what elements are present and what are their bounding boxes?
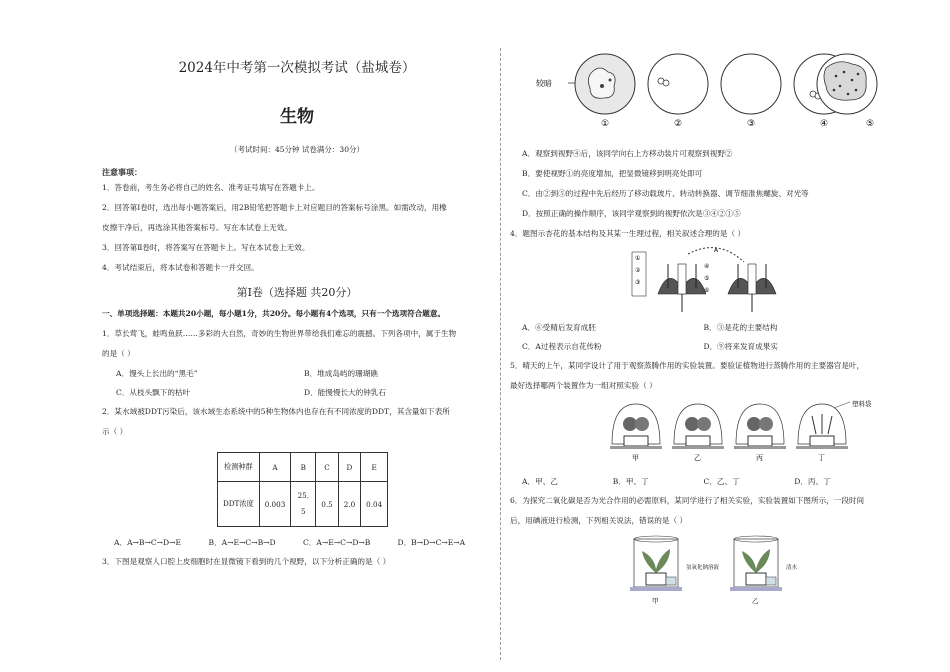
view-number: ⑤ xyxy=(866,119,875,129)
table-header-cell: B xyxy=(291,453,316,482)
view-3 xyxy=(721,54,781,114)
notice-item: 1．答卷前，考生务必将自己的姓名、准考证号填写在答题卡上。 xyxy=(102,183,320,192)
left-column xyxy=(102,50,492,572)
q5-options xyxy=(510,472,885,491)
q1-stem-cont: 的是（ ） xyxy=(102,349,135,358)
setup-yi-water xyxy=(730,536,782,591)
notice-item: 皮擦干净后，再选涂其他答案标号。写在本试卷上无效。 xyxy=(102,223,292,232)
table-header-cell: A xyxy=(259,453,291,482)
q1-option-c: C．从枝头飘下的枯叶 xyxy=(116,388,191,397)
q2-stem: 2．某水域被DDT污染后，该水域生态系统中的5种生物体内也存在有不同浓度的DDT，其含量如下表所 xyxy=(102,407,450,416)
q1-option-b: B．堆成岛屿的珊瑚礁 xyxy=(304,369,378,378)
setup-label: 乙 xyxy=(752,597,759,605)
setup-label: 乙 xyxy=(694,454,701,462)
subject-title: 生物 xyxy=(280,107,314,127)
setup-jia-co2 xyxy=(630,536,682,591)
figure-label-dim: 较暗 xyxy=(536,79,552,88)
q4-option-d: D．⑨将来发育成果实 xyxy=(703,342,778,351)
solution-label: 氢氧化钠溶液 xyxy=(686,565,720,571)
section-title: 第Ⅰ卷（选择题 共20分） xyxy=(236,286,358,299)
view-1 xyxy=(575,54,635,114)
view-2 xyxy=(648,54,708,114)
q1-stem: 1．草长莺飞，蛙鸣鱼跃……多彩的大自然，奇妙的生物世界带给我们难忘的震撼。下列各项中，属于生物 xyxy=(102,329,457,338)
flower-label: A xyxy=(714,247,719,254)
q5-stem-cont: 最好选择哪两个装置作为一组对照实验（ ） xyxy=(510,381,657,390)
table-header-cell: E xyxy=(361,453,388,482)
water-label: 清水 xyxy=(786,565,798,571)
q4-option-b: B．③是花的主要结构 xyxy=(703,323,778,332)
q2-option-b: B．A→E→C→B→D xyxy=(208,538,276,547)
table-header-cell: D xyxy=(338,453,360,482)
flower-label: ③ xyxy=(635,279,641,286)
notice-item: 3．回答第Ⅱ卷时，将答案写在答题卡上。写在本试卷上无效。 xyxy=(102,243,310,252)
view-number: ② xyxy=(674,119,683,129)
setup-label: 甲 xyxy=(632,454,639,462)
q5-option-c: C．乙、丁 xyxy=(703,477,740,486)
table-row xyxy=(218,453,388,482)
exam-info: （考试时间：45分钟 试卷满分：30分） xyxy=(230,145,364,154)
q1-option-a: A．馒头上长出的“黑毛” xyxy=(116,369,198,378)
q4-stem: 4．题图示杏花的基本结构及其某一生理过程，相关叙述合理的是（ ） xyxy=(510,229,746,238)
notice-heading: 注意事项： xyxy=(102,167,142,177)
view-number: ③ xyxy=(747,119,756,129)
table-row xyxy=(218,482,388,527)
q5-stem: 5．晴天的上午，某同学设计了用于观察蒸腾作用的实验装置。要验证植物进行蒸腾作用的主要器官是叶， xyxy=(510,361,865,370)
q2-options xyxy=(102,533,492,552)
setup-label: 甲 xyxy=(652,597,659,605)
q2-option-a: A．A→B→C→D→E xyxy=(114,538,182,547)
table-cell: 0.5 xyxy=(316,482,338,527)
flower-label: ① xyxy=(635,255,641,262)
table-cell: 25.5 xyxy=(291,482,316,527)
q5-option-a: A．甲、乙 xyxy=(522,477,558,486)
table-header-cell: 检测种群 xyxy=(218,453,260,482)
flower-label: ② xyxy=(635,267,641,274)
q6-stem-cont: 后，用碘液进行检测，下列相关说法，错误的是（ ） xyxy=(510,516,688,525)
table-cell: 0.04 xyxy=(361,482,388,527)
section-instruction: 一、单项选择题：本题共20小题，每小题1分，共20分。每小题有4个选项，只有一个选项符合题意。 xyxy=(102,309,446,318)
flower-figure xyxy=(510,244,885,314)
photosynthesis-figure xyxy=(510,531,885,605)
q5-option-d: D．丙、丁 xyxy=(794,477,831,486)
table-cell: 2.0 xyxy=(338,482,360,527)
q6-stem: 6．为探究二氧化碳是否为光合作用的必需原料，某同学进行了相关实验，实验装置如下图所示，一段时间 xyxy=(510,496,865,505)
q2-option-c: C．A→E→C→D→B xyxy=(303,538,371,547)
view-number: ④ xyxy=(820,119,829,129)
q3-stem: 3．下图是观察人口腔上皮细胞时在显微镜下看到的几个视野，以下分析正确的是（ ） xyxy=(102,557,391,566)
q2-option-d: D．B→D→C→E→A xyxy=(397,538,466,547)
q4-options xyxy=(510,318,885,356)
notice-item: 2．回答第Ⅰ卷时，选出每小题答案后，用2B铅笔把答题卡上对应题目的答案标号涂黑。如需改动，用橡 xyxy=(102,203,447,212)
q4-option-c: C．A过程表示自花传粉 xyxy=(522,342,602,351)
setup-bing xyxy=(734,404,786,449)
column-divider xyxy=(500,48,501,660)
ddt-table xyxy=(217,452,388,527)
exam-title: 2024年中考第一次模拟考试（盐城卷） xyxy=(178,60,416,76)
transpiration-figure xyxy=(510,396,885,468)
setup-label: 丙 xyxy=(756,454,763,462)
q3-option-c: C．由②到⑤的过程中先后经历了移动载玻片、转动转换器、调节细准焦螺旋、对光等 xyxy=(522,189,809,198)
q1-option-d: D．能慢慢长大的钟乳石 xyxy=(304,388,387,397)
flower-label: ⑤ xyxy=(704,275,710,282)
flower-label: ⑥ xyxy=(704,287,710,294)
setup-yi xyxy=(672,404,724,449)
q1-options xyxy=(102,364,492,402)
setup-label: 丁 xyxy=(818,454,825,462)
setup-ding xyxy=(796,402,850,449)
setup-jia xyxy=(610,404,662,449)
q5-option-b: B．甲、丁 xyxy=(612,477,649,486)
view-number: ① xyxy=(601,119,610,129)
bag-label: 塑料袋 xyxy=(852,400,872,408)
notice-item: 4．考试结束后，将本试卷和答题卡一并交回。 xyxy=(102,263,259,272)
q2-stem-cont: 示（ ） xyxy=(102,427,128,436)
q4-option-a: A．⑥受精后发育成胚 xyxy=(522,323,596,332)
flower-label: ④ xyxy=(704,263,710,270)
right-column xyxy=(510,50,885,609)
table-row-label: DDT浓度 xyxy=(218,482,260,527)
table-header-cell: C xyxy=(316,453,338,482)
view-5-figure xyxy=(812,50,882,120)
q3-option-d: D．按照正确的操作顺序，该同学观察到的视野依次是③④②①⑤ xyxy=(522,209,741,218)
q3-option-a: A．观察到视野④后，该同学向右上方移动装片可观察到视野② xyxy=(522,149,733,158)
table-cell: 0.003 xyxy=(259,482,291,527)
q3-option-b: B．要使视野①的亮度增加，把显微镜移到明亮处即可 xyxy=(522,169,703,178)
